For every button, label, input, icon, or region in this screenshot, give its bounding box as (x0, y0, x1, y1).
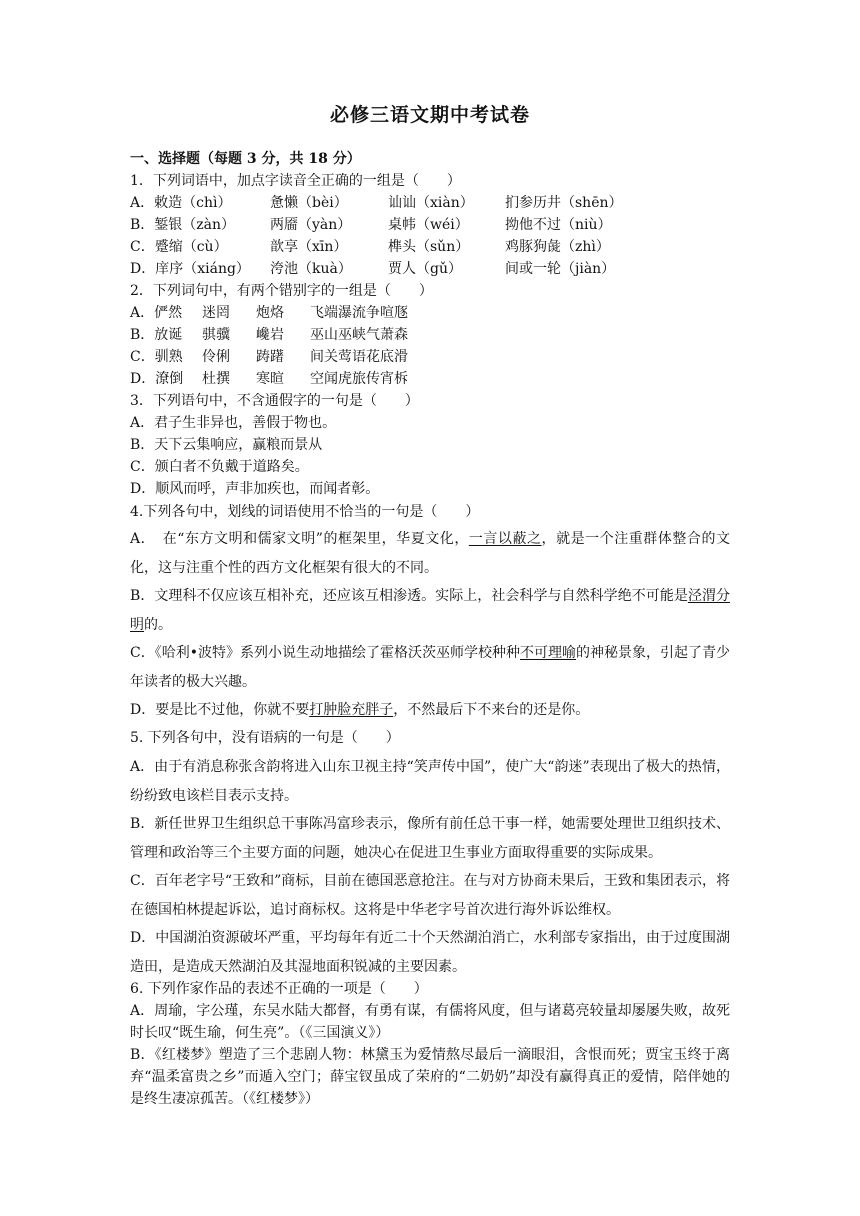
q4-c-rest: 的神秘景象，引起了青少年读者的极大兴趣。 (130, 645, 731, 690)
q1-d-2: 洿池（kuà） (270, 261, 352, 277)
q2-stem: 2．下列词句中，有两个错别字的一组是（ ） (130, 283, 433, 299)
q1-a-3: 讪讪（xiàn） (388, 195, 474, 211)
q2-b-2: 骐骥 (202, 327, 230, 343)
q4-d-underlined: 打肿脸充胖子 (309, 702, 394, 718)
q1-d-4: 间或一轮（jiàn） (505, 261, 616, 277)
q4-option-d (130, 696, 730, 725)
q6-option-a: A．周瑜，字公瑾，东吴水陆大都督，有勇有谋，有儒将风度，但与诸葛亮较量却屡屡失败，故死时长叹“既生瑜，何生亮”。（《三国演义》） (130, 1003, 730, 1041)
q1-a-4: 扪参历井（shēn） (505, 195, 623, 211)
q4-d-rest: ，不然最后下不来台的还是你。 (393, 702, 590, 718)
q1-a-1: A．敕造（chì） (130, 195, 232, 211)
q4-c-underlined: 不可理喻 (520, 645, 577, 661)
section-heading: 一、选择题（每题 3 分，共 18 分） (130, 151, 361, 167)
q2-b-3: 巉岩 (256, 327, 284, 343)
q2-a-4: 飞端瀑流争喧豗 (310, 305, 408, 321)
q1-d-3: 贾人（gǔ） (388, 261, 462, 277)
q2-c-3: 踌躇 (256, 349, 284, 365)
q1-b-4: 拗他不过（niù） (505, 217, 612, 233)
q5-stem: 5. 下列各句中，没有语病的一句是（ ） (130, 730, 400, 746)
q4-a-text: A． 在“东方文明和儒家文明”的框架里，华夏文化， (130, 531, 469, 547)
q1-c-2: 歆享（xīn） (270, 239, 348, 255)
page-title: 必修三语文期中考试卷 (329, 104, 530, 126)
q2-d-1: D．潦倒 (130, 371, 184, 387)
q2-c-4: 间关莺语花底滑 (310, 349, 408, 365)
q5-option-a: A．由于有消息称张含韵将进入山东卫视主持“笑声传中国”，使广大“韵迷”表现出了极大的热情，纷纷致电该栏目表示支持。 (130, 759, 730, 804)
q1-d-1: D．庠序（xiáng） (130, 261, 250, 277)
q4-option-c (130, 639, 730, 697)
q3-option-b: B．天下云集响应，赢粮而景从 (130, 437, 323, 453)
q3-option-c: C．颁白者不负戴于道路矣。 (130, 459, 309, 475)
q3-option-a: A．君子生非异也，善假于物也。 (130, 415, 337, 431)
q4-c-text: C．《哈利•波特》系列小说生动地描绘了霍格沃茨巫师学校种种 (130, 645, 520, 661)
q4-b-text: B．文理科不仅应该互相补充，还应该互相渗透。实际上，社会科学与自然科学绝不可能是 (130, 588, 688, 604)
q1-b-3: 桌帏（wéi） (388, 217, 469, 233)
q4-b-underlined: 泾渭分明 (130, 588, 731, 633)
q1-c-3: 榫头（sǔn） (388, 239, 470, 255)
q3-stem: 3．下列语句中，不含通假字的一句是（ ） (130, 393, 419, 409)
q1-b-1: B．錾银（zàn） (130, 217, 236, 233)
q5-option-b: B．新任世界卫生组织总干事陈冯富珍表示，像所有前任总干事一样，她需要处理世卫组织技术、管理和政治等三个主要方面的问题，她决心在促进卫生事业方面取得重要的实际成果。 (130, 816, 730, 861)
q6-stem: 6. 下列作家作品的表述不正确的一项是（ ） (130, 981, 428, 997)
q3-option-d: D．顺风而呼，声非加疾也，而闻者彰。 (130, 481, 380, 497)
q1-stem: 1．下列词语中，加点字读音全正确的一组是（ ） (130, 173, 461, 189)
q4-a-underlined: 一言以蔽之 (468, 531, 542, 547)
q2-a-3: 炮烙 (256, 305, 284, 321)
q2-d-4: 空闻虎旅传宵柝 (310, 371, 408, 387)
q4-d-text: D．要是比不过他，你就不要 (130, 702, 310, 718)
q2-d-2: 杜撰 (202, 371, 230, 387)
q5-option-d: D．中国湖泊资源破坏严重，平均每年有近二十个天然湖泊消亡，水利部专家指出，由于过度围湖造田，是造成天然湖泊及其湿地面积锐减的主要因素。 (130, 930, 730, 975)
q2-a-2: 迷罔 (202, 305, 230, 321)
q1-b-2: 两靥（yàn） (270, 217, 352, 233)
q4-b-rest: 的。 (144, 617, 172, 633)
q2-c-2: 伶俐 (202, 349, 230, 365)
q1-c-4: 鸡豚狗彘（zhì） (505, 239, 610, 255)
q4-stem: 4.下列各句中，划线的词语使用不恰当的一句是（ ） (130, 504, 480, 520)
q4-option-a (130, 525, 730, 583)
q2-b-1: B．放诞 (130, 327, 183, 343)
q1-c-1: C．蹙缩（cù） (130, 239, 228, 255)
q4-a-rest: ，就是一个注重群体整合的文化，这与注重个性的西方文化框架有很大的不同。 (130, 531, 730, 576)
q2-d-3: 寒暄 (256, 371, 284, 387)
q5-option-c: C．百年老字号“王致和”商标，目前在德国恶意抢注。在与对方协商未果后，王致和集团表示，将在德国柏林提起诉讼，追讨商标权。这将是中华老字号首次进行海外诉讼维权。 (130, 873, 730, 918)
q2-b-4: 巫山巫峡气萧森 (310, 327, 408, 343)
q2-a-1: A．俨然 (130, 305, 183, 321)
q6-option-b: B．《红楼梦》塑造了三个悲剧人物：林黛玉为爱情熬尽最后一滴眼泪，含恨而死；贾宝玉终于离弃“温柔富贵之乡”而遁入空门；薛宝钗虽成了荣府的“二奶奶”却没有赢得真正的爱情，陪伴她的是终生凄凉孤苦。（《红楼梦》） (130, 1047, 730, 1107)
q1-a-2: 惫懒（bèi） (270, 195, 348, 211)
q2-c-1: C．驯熟 (130, 349, 183, 365)
q4-option-b (130, 582, 730, 640)
